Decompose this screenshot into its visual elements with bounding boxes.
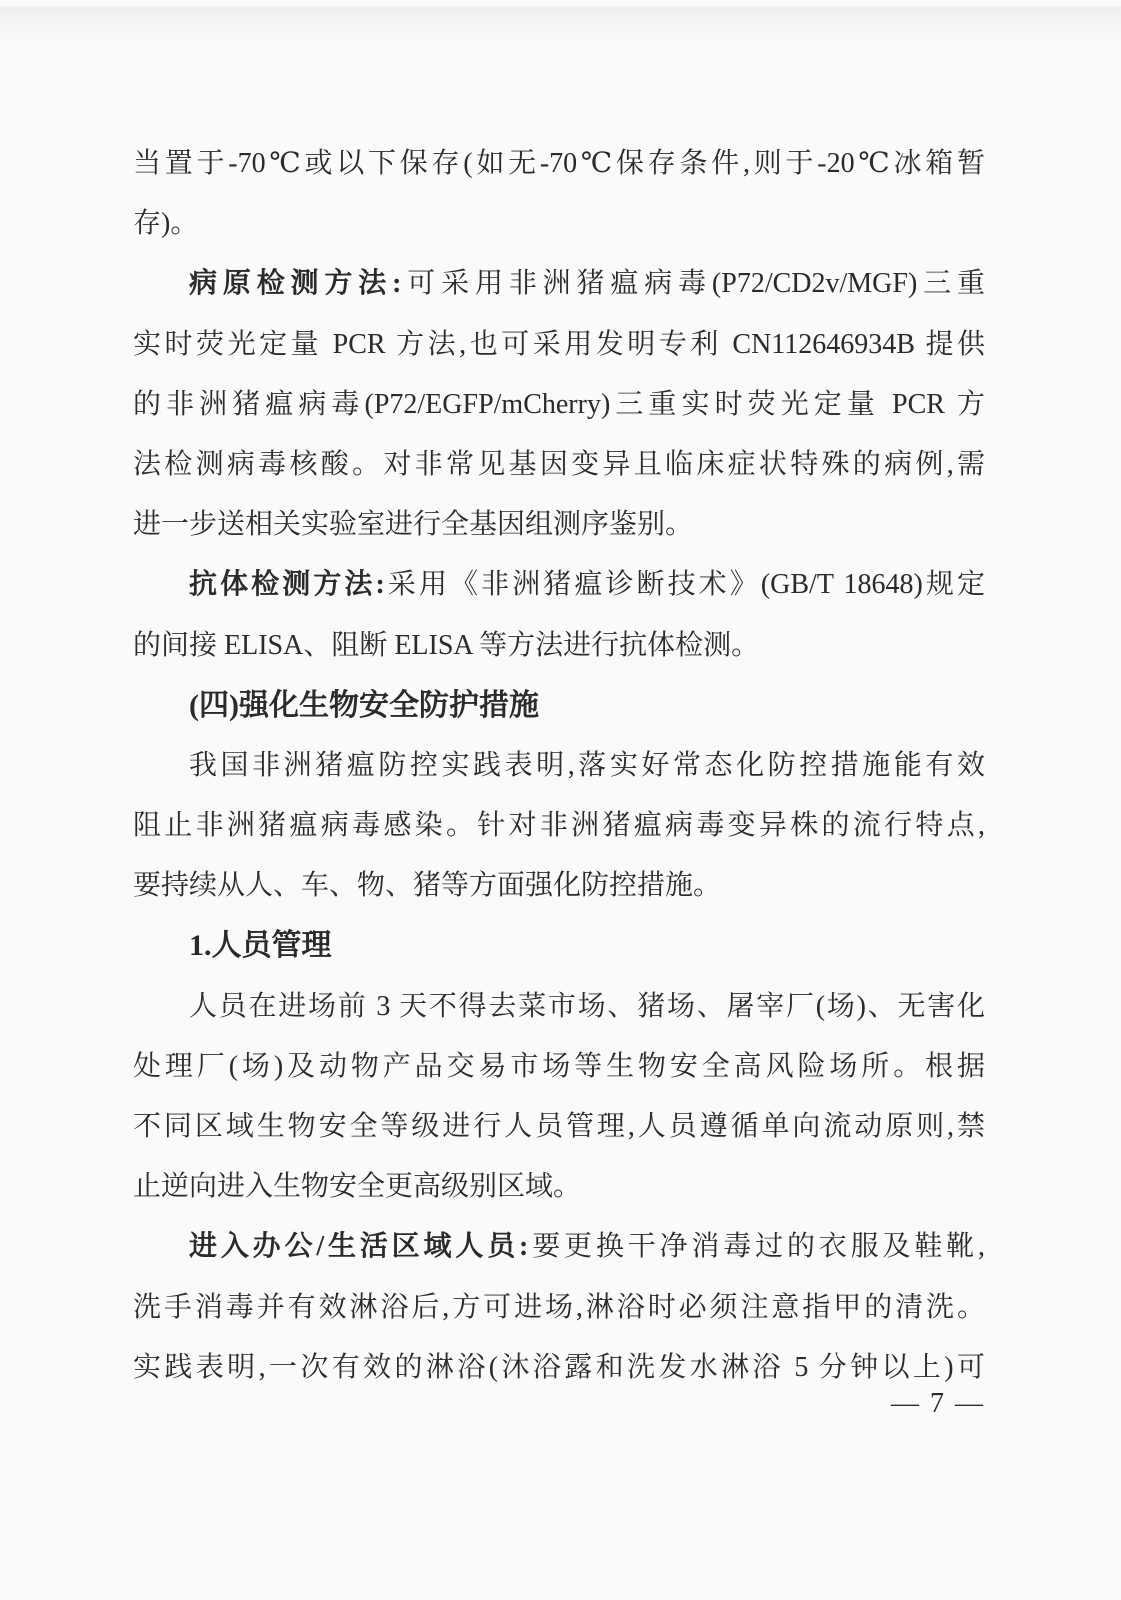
text-line — [133, 134, 985, 194]
text-line — [133, 495, 985, 555]
line-lead: (四)强化生物安全防护措施 — [189, 688, 539, 722]
line-text: 进一步送相关实验室进行全基因组测序鉴别。 — [133, 509, 694, 541]
text-line — [133, 315, 985, 375]
text-line — [133, 1157, 985, 1217]
line-lead: 1.人员管理 — [189, 929, 332, 963]
text-line — [133, 435, 985, 495]
text-line — [133, 254, 985, 314]
line-text: 人员在进场前 3 天不得去菜市场、猪场、屠宰厂(场)、无害化 — [189, 990, 985, 1022]
line-text: 阻止非洲猪瘟病毒感染。针对非洲猪瘟病毒变异株的流行特点, — [133, 810, 985, 842]
text-line — [133, 616, 985, 676]
text-line — [133, 977, 985, 1037]
text-line — [133, 1217, 985, 1277]
line-text: 要持续从人、车、物、猪等方面强化防控措施。 — [133, 870, 722, 902]
text-line — [133, 736, 985, 796]
line-lead: 抗体检测方法: — [189, 569, 385, 601]
text-line — [133, 796, 985, 856]
line-lead: 进入办公/生活区域人员: — [189, 1231, 529, 1263]
line-text: 存)。 — [133, 208, 199, 240]
line-text: 当置于-70℃或以下保存(如无-70℃保存条件,则于-20℃冰箱暂 — [133, 148, 985, 179]
text-line — [133, 1097, 985, 1157]
scan-artifact-band — [0, 6, 1121, 40]
subsection-heading — [133, 916, 985, 976]
line-text: 可采用非洲猪瘟病毒(P72/CD2v/MGF)三重 — [401, 268, 986, 300]
section-heading — [133, 676, 985, 736]
line-text: 采用《非洲猪瘟诊断技术》(GB/T 18648)规定 — [384, 569, 985, 601]
line-text: 我国非洲猪瘟防控实践表明,落实好常态化防控措施能有效 — [189, 749, 985, 781]
text-line — [133, 555, 985, 615]
line-text: 法检测病毒核酸。对非常见基因变异且临床症状特殊的病例,需 — [133, 448, 985, 480]
text-line — [133, 194, 985, 254]
line-text: 的间接 ELISA、阻断 ELISA 等方法进行抗体检测。 — [133, 629, 760, 661]
line-text: 处理厂(场)及动物产品交易市场等生物安全高风险场所。根据 — [133, 1050, 985, 1082]
text-line — [133, 1037, 985, 1097]
line-text: 洗手消毒并有效淋浴后,方可进场,淋浴时必须注意指甲的清洗。 — [133, 1291, 985, 1323]
page-number: — 7 — — [891, 1388, 985, 1419]
line-text: 实时荧光定量 PCR 方法,也可采用发明专利 CN112646934B 提供 — [133, 328, 985, 360]
line-text: 的非洲猪瘟病毒(P72/EGFP/mCherry)三重实时荧光定量 PCR 方 — [133, 388, 985, 420]
text-line — [133, 375, 985, 435]
line-text: 止逆向进入生物安全更高级别区域。 — [133, 1171, 582, 1203]
text-line — [133, 856, 985, 916]
line-text: 要更换干净消毒过的衣服及鞋靴, — [528, 1231, 985, 1263]
line-text: 实践表明,一次有效的淋浴(沐浴露和洗发水淋浴 5 分钟以上)可 — [133, 1351, 985, 1383]
document-body — [133, 134, 985, 1398]
line-text: 不同区域生物安全等级进行人员管理,人员遵循单向流动原则,禁 — [133, 1111, 985, 1142]
line-lead: 病原检测方法: — [189, 268, 402, 300]
text-line — [133, 1278, 985, 1338]
page-footer — [133, 1388, 993, 1420]
